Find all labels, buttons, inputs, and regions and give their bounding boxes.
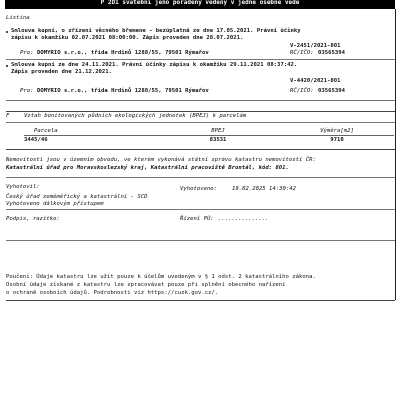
entry-2-ico-value: 03565394 — [318, 88, 345, 94]
entry-1-divider — [6, 59, 395, 60]
notice-bottom-rule — [6, 300, 395, 301]
created-value: 19.02.2025 14:30:42 — [232, 186, 296, 192]
entry-2-pro-value: DOMYRIO s.r.o., třída Hrdinů 1288/55, 79501 Rýmařov — [37, 88, 209, 94]
bpej-section-title: Vztah bonitovaných půdních ekologických jednotek (BPEJ) k parcelám — [24, 113, 247, 119]
proceeding-label: Řízení PÚ: — [180, 216, 214, 222]
entry-1-pro-value: DOMYRIO s.r.o., třída Hrdinů 1288/55, 79501 Rýmařov — [37, 50, 209, 56]
notice-line-3: o ochraně osobních údajů. Podrobnosti viz https://cuzk.gov.cz/. — [6, 290, 219, 296]
created-label: Vyhotoveno: — [180, 186, 218, 192]
bpej-cell-parcela: 3445/46 — [24, 137, 48, 143]
issuer-divider — [6, 209, 395, 210]
signature-divider — [6, 240, 395, 241]
entry-1-ico-label: RČ/IČO: — [290, 50, 314, 56]
bpej-header-row — [24, 127, 394, 136]
notice-line-1: Poučení: Údaje katastru lze užít pouze k účelům uvedeným v § 1 odst. 2 katastrálního zákona. — [6, 274, 316, 280]
bpej-cell-vymera: 9710 — [330, 137, 344, 143]
table-row — [24, 136, 394, 145]
office-line-1: Nemovitosti jsou v územním obvodu, ve kterém vykonává státní správu katastru nemovitostí ČR: — [6, 157, 316, 163]
bpej-col-vymera: Výměra[m2] — [280, 127, 394, 136]
bpej-top-rule — [6, 111, 395, 112]
entry-2-bullet — [6, 65, 8, 67]
entry-1-bullet — [6, 31, 8, 33]
entry-2-pro-label: Pro: — [20, 88, 34, 94]
proceeding-value: ............... — [218, 216, 269, 222]
bpej-col-parcela: Parcela — [24, 127, 156, 136]
entry-1-pro-label: Pro: — [20, 50, 34, 56]
bpej-cell-bpej: 83531 — [209, 137, 227, 143]
bpej-title-rule — [6, 122, 395, 123]
issued-line-1: Český úřad zeměměřický a katastrální - SCD — [6, 194, 148, 200]
entry-2-line1: Smlouva kupní ze dne 24.11.2021. Právní účinky zápisu k okamžiku 29.11.2021 08:37:42. — [11, 62, 298, 68]
header-banner: P 2D1 svatebni jeno poradeny vedeny v jedne osebne vede — [5, 0, 395, 9]
bpej-col-bpej: BPEJ — [156, 127, 280, 136]
listina-heading: Listina — [6, 15, 30, 21]
bpej-table — [24, 127, 394, 144]
entry-2-line2: Zápis proveden dne 21.12.2021. — [11, 69, 113, 75]
office-line-2: Katastrální úřad pro Moravskoslezský kraj, Katastrální pracoviště Bruntál, kód: 801. — [6, 165, 289, 171]
notice-line-2: Osobní údaje získané z katastru lze zpracovávat pouze při splnění obecného nařízení — [6, 282, 286, 288]
entry-1-ico-value: 03565394 — [318, 50, 345, 56]
signature-label: Podpis, razítko: — [6, 216, 60, 222]
entry-1-ref: V-2451/2021-801 — [290, 43, 341, 49]
entry-2-ico-label: RČ/IČO: — [290, 88, 314, 94]
issued-label: Vyhotovil: — [6, 184, 40, 190]
issued-line-2: Vyhotoveno dálkovým přístupem — [6, 201, 104, 207]
entry-1-line2: zápisu k okamžiku 02.07.2021 08:00:00. Zápis proveden dne 28.07.2021. — [11, 35, 244, 41]
entry-1-line1: Smlouva kupní, o zřízení věcného břemene - bezúplatná ze dne 17.05.2021. Právní účinky — [11, 28, 301, 34]
entry-2-divider — [6, 100, 395, 101]
office-divider — [6, 177, 395, 178]
page-right-border — [395, 9, 396, 300]
entry-2-ref: V-4420/2021-801 — [290, 78, 341, 84]
bpej-section-letter: F — [6, 113, 10, 119]
bpej-bottom-rule — [6, 149, 395, 150]
